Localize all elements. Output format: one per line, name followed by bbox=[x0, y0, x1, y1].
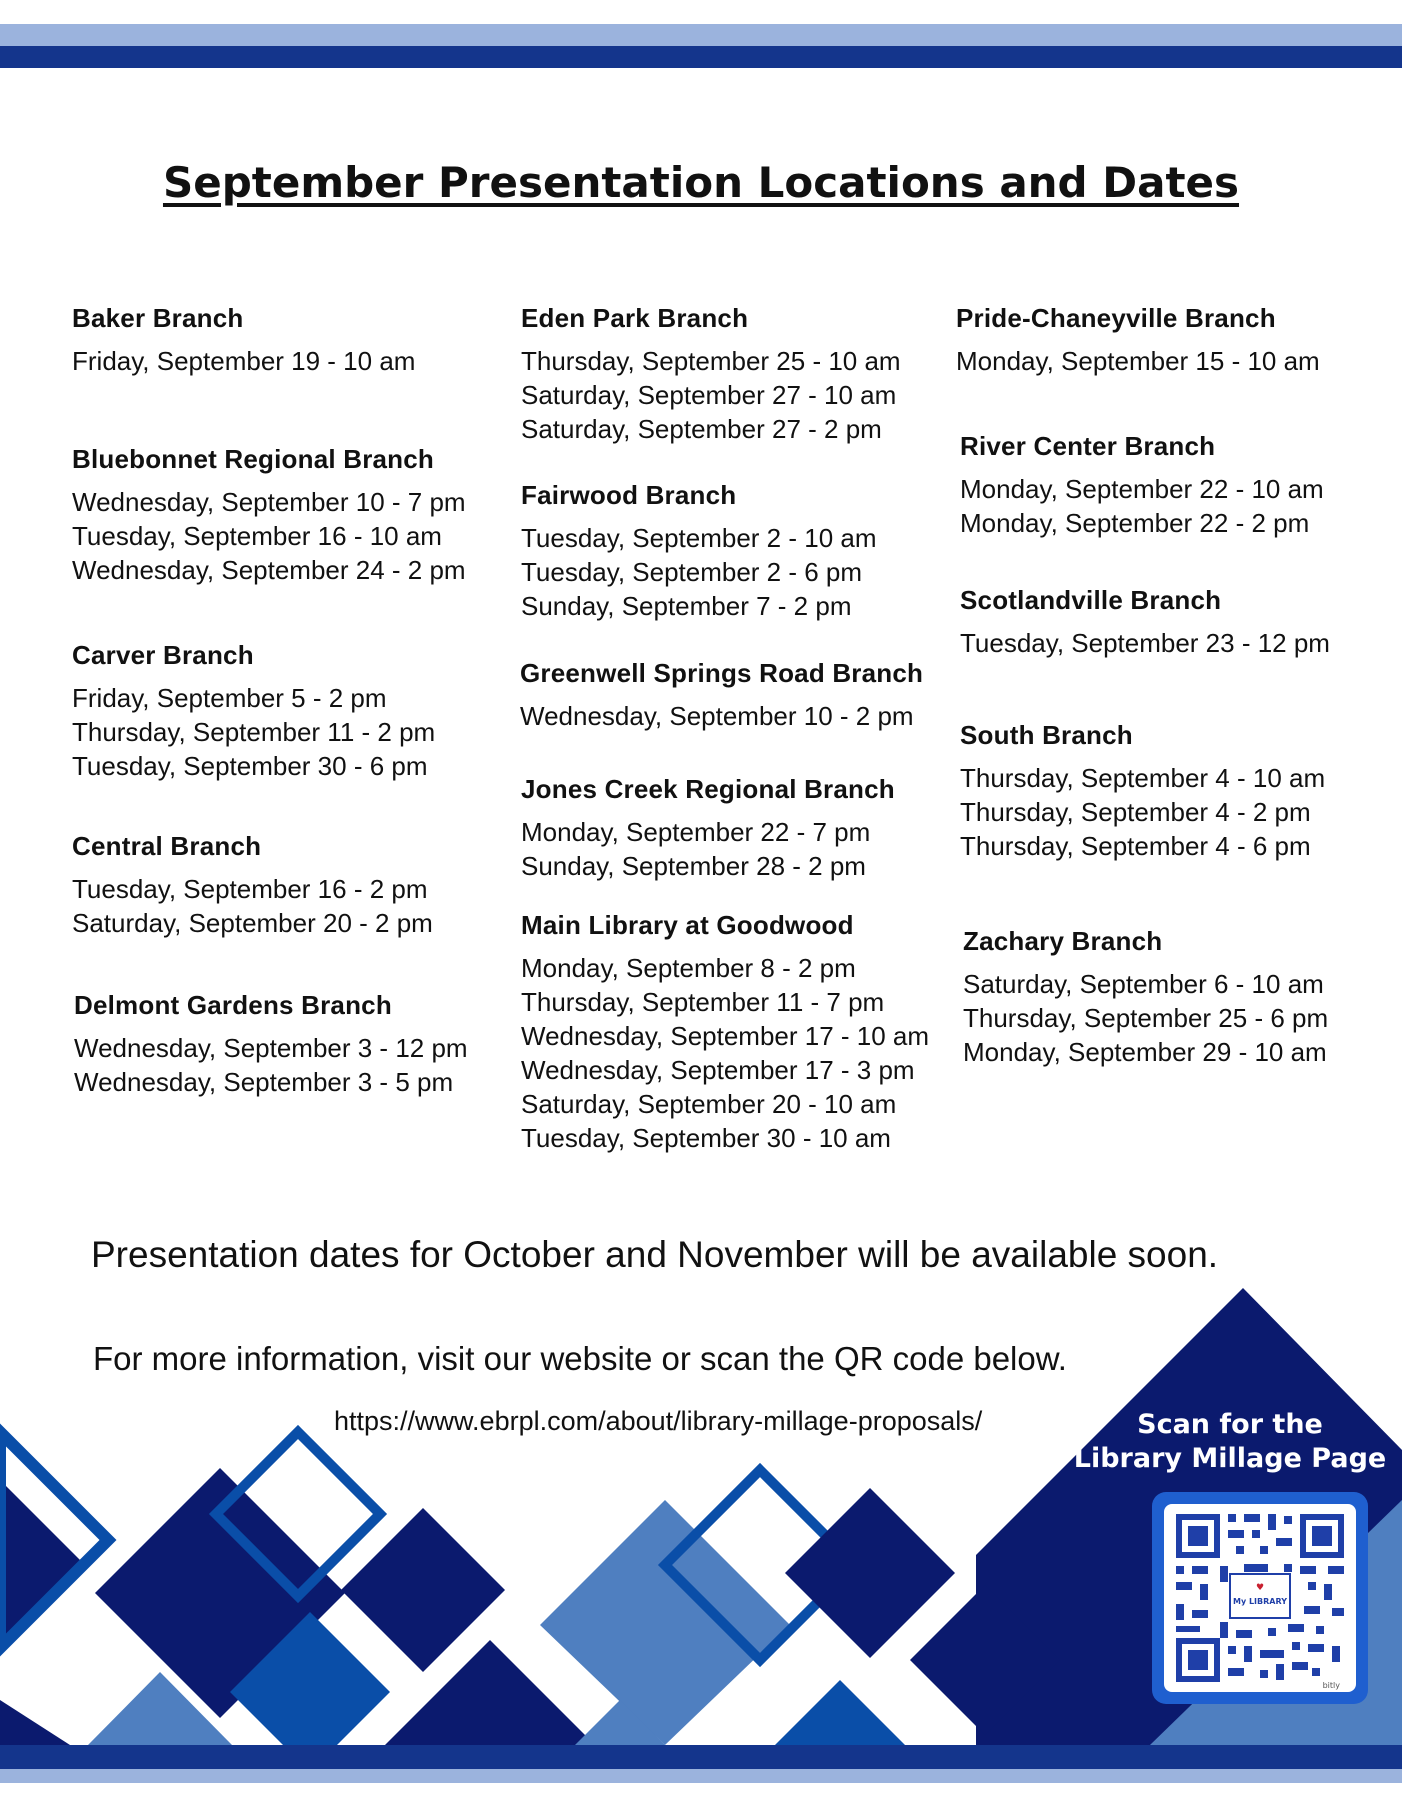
branch-date: Monday, September 8 - 2 pm bbox=[521, 953, 856, 983]
branch-name: Carver Branch bbox=[72, 640, 254, 670]
branch-date: Thursday, September 11 - 7 pm bbox=[521, 987, 885, 1017]
branch-date: Wednesday, September 10 - 7 pm bbox=[72, 487, 466, 517]
branch-date: Thursday, September 11 - 2 pm bbox=[72, 717, 436, 747]
scan-caption-line2: Library Millage Page bbox=[1073, 1443, 1387, 1474]
branch-name: Central Branch bbox=[72, 831, 262, 861]
branch-name: South Branch bbox=[960, 720, 1133, 750]
qr-brand-label: bitly bbox=[1322, 1681, 1340, 1690]
branch-name: River Center Branch bbox=[960, 431, 1216, 461]
branch-name: Fairwood Branch bbox=[521, 480, 737, 510]
branch-date: Saturday, September 20 - 2 pm bbox=[72, 908, 433, 938]
branch-name: Scotlandville Branch bbox=[960, 585, 1222, 615]
branch-name: Baker Branch bbox=[72, 303, 244, 333]
branch-name: Jones Creek Regional Branch bbox=[521, 774, 895, 804]
branch-name: Greenwell Springs Road Branch bbox=[520, 658, 924, 688]
qr-center-label: My LIBRARY bbox=[1233, 1597, 1287, 1606]
branch-date: Monday, September 15 - 10 am bbox=[956, 346, 1320, 376]
branch-date: Friday, September 19 - 10 am bbox=[72, 346, 416, 376]
upcoming-dates-notice: Presentation dates for October and November will be available soon. bbox=[91, 1234, 1219, 1275]
bottom-band-light bbox=[0, 1769, 1402, 1783]
scan-caption bbox=[1060, 1408, 1400, 1476]
branch-date: Tuesday, September 16 - 2 pm bbox=[72, 874, 428, 904]
branch-date: Tuesday, September 2 - 6 pm bbox=[521, 557, 863, 587]
branch-name: Eden Park Branch bbox=[521, 303, 749, 333]
branch-date: Wednesday, September 10 - 2 pm bbox=[520, 701, 914, 731]
branch-name: Main Library at Goodwood bbox=[521, 910, 854, 940]
branch-name: Bluebonnet Regional Branch bbox=[72, 444, 435, 474]
branch-date: Monday, September 22 - 10 am bbox=[960, 474, 1324, 504]
royal-diamond-2 bbox=[775, 1680, 905, 1745]
branch-date: Thursday, September 4 - 10 am bbox=[960, 763, 1326, 793]
branch-name: Pride-Chaneyville Branch bbox=[956, 303, 1276, 333]
branch-date: Tuesday, September 16 - 10 am bbox=[72, 521, 442, 551]
branch-date: Wednesday, September 24 - 2 pm bbox=[72, 555, 466, 585]
website-link[interactable]: https://www.ebrpl.com/about/library-millage-proposals/ bbox=[334, 1406, 983, 1436]
qr-logo-box bbox=[1230, 1574, 1290, 1618]
branch-date: Wednesday, September 17 - 3 pm bbox=[521, 1055, 915, 1085]
branch-date: Thursday, September 4 - 6 pm bbox=[960, 831, 1311, 861]
branch-date: Wednesday, September 3 - 5 pm bbox=[74, 1067, 454, 1097]
branch-date: Tuesday, September 2 - 10 am bbox=[521, 523, 877, 553]
navy-diamond-3 bbox=[0, 1700, 70, 1745]
branch-date: Tuesday, September 30 - 6 pm bbox=[72, 751, 428, 781]
branch-date: Sunday, September 7 - 2 pm bbox=[521, 591, 852, 621]
branch-date: Monday, September 29 - 10 am bbox=[963, 1037, 1327, 1067]
bottom-band-dark bbox=[0, 1745, 1402, 1769]
branch-date: Tuesday, September 30 - 10 am bbox=[521, 1123, 891, 1153]
branch-date: Friday, September 5 - 2 pm bbox=[72, 683, 387, 713]
branch-date: Wednesday, September 17 - 10 am bbox=[521, 1021, 930, 1051]
branch-date: Saturday, September 20 - 10 am bbox=[521, 1089, 897, 1119]
branch-date: Saturday, September 27 - 2 pm bbox=[521, 414, 882, 444]
branch-date: Thursday, September 25 - 6 pm bbox=[963, 1003, 1329, 1033]
branch-name: Delmont Gardens Branch bbox=[74, 990, 392, 1020]
qr-code-frame[interactable] bbox=[1152, 1492, 1368, 1704]
page-title: September Presentation Locations and Dates bbox=[162, 158, 1240, 207]
branch-date: Saturday, September 6 - 10 am bbox=[963, 969, 1324, 999]
branch-date: Monday, September 22 - 7 pm bbox=[521, 817, 871, 847]
branch-name: Zachary Branch bbox=[963, 926, 1163, 956]
branch-date: Thursday, September 4 - 2 pm bbox=[960, 797, 1311, 827]
heart-icon: ♥ bbox=[1255, 1583, 1265, 1593]
more-info-text: For more information, visit our website or scan the QR code below. bbox=[93, 1340, 1067, 1377]
branch-date: Saturday, September 27 - 10 am bbox=[521, 380, 897, 410]
branch-date: Tuesday, September 23 - 12 pm bbox=[960, 628, 1330, 658]
qr-code-pattern bbox=[1164, 1504, 1356, 1692]
scan-caption-line1: Scan for the bbox=[1137, 1409, 1323, 1440]
qr-code[interactable] bbox=[1164, 1504, 1356, 1692]
branch-date: Monday, September 22 - 2 pm bbox=[960, 508, 1310, 538]
branch-date: Wednesday, September 3 - 12 pm bbox=[74, 1033, 468, 1063]
steel-diamond-center bbox=[540, 1500, 790, 1745]
branch-date: Sunday, September 28 - 2 pm bbox=[521, 851, 866, 881]
branch-date: Thursday, September 25 - 10 am bbox=[521, 346, 901, 376]
